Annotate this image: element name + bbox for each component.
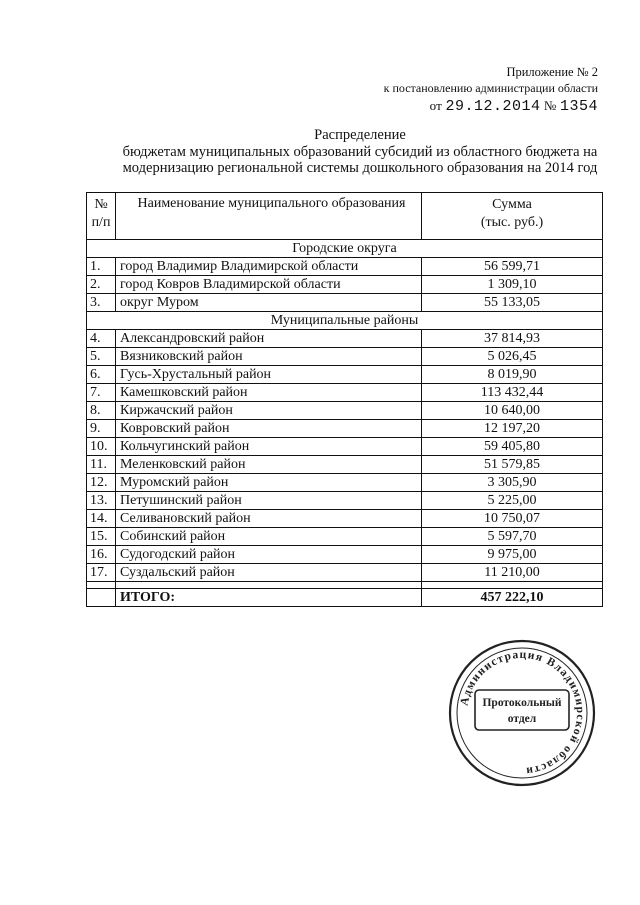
row-municipality: Муромский район bbox=[116, 474, 422, 492]
number-prefix: № bbox=[543, 98, 557, 113]
row-sum: 5 026,45 bbox=[422, 348, 603, 366]
heading-line-1: Распределение bbox=[314, 127, 406, 143]
annex-subtitle: к постановлению администрации области bbox=[383, 81, 598, 95]
row-number: 6. bbox=[87, 366, 116, 384]
spacer-cell bbox=[422, 582, 603, 589]
row-sum: 1 309,10 bbox=[422, 276, 603, 294]
row-sum: 5 597,70 bbox=[422, 528, 603, 546]
row-sum: 11 210,00 bbox=[422, 564, 603, 582]
table-row bbox=[87, 402, 603, 420]
row-municipality: Александровский район bbox=[116, 330, 422, 348]
table-body bbox=[87, 240, 603, 607]
table-row bbox=[87, 330, 603, 348]
annex-date-line bbox=[384, 98, 598, 115]
row-number: 7. bbox=[87, 384, 116, 402]
table-row bbox=[87, 294, 603, 312]
row-sum: 59 405,80 bbox=[422, 438, 603, 456]
protocol-department-seal bbox=[447, 638, 597, 788]
row-number: 16. bbox=[87, 546, 116, 564]
row-municipality: Киржачский район bbox=[116, 402, 422, 420]
row-municipality: Вязниковский район bbox=[116, 348, 422, 366]
header-number-line-1: № bbox=[94, 197, 108, 212]
total-sum: 457 222,10 bbox=[422, 589, 603, 607]
table-row bbox=[87, 420, 603, 438]
total-label: ИТОГО: bbox=[116, 589, 422, 607]
decree-date: 29.12.2014 bbox=[445, 98, 541, 115]
spacer-cell bbox=[116, 582, 422, 589]
date-prefix: от bbox=[429, 98, 442, 113]
row-number: 3. bbox=[87, 294, 116, 312]
row-number: 4. bbox=[87, 330, 116, 348]
table-row bbox=[87, 546, 603, 564]
row-municipality: Гусь-Хрустальный район bbox=[116, 366, 422, 384]
table-row bbox=[87, 276, 603, 294]
document-heading bbox=[100, 127, 620, 177]
seal-center-line-2: отдел bbox=[507, 713, 537, 725]
row-municipality: город Ковров Владимирской области bbox=[116, 276, 422, 294]
header-sum-line-2: (тыс. руб.) bbox=[480, 215, 544, 230]
row-municipality: Меленковский район bbox=[116, 456, 422, 474]
header-number bbox=[87, 193, 116, 240]
distribution-table bbox=[86, 192, 603, 607]
row-sum: 5 225,00 bbox=[422, 492, 603, 510]
table-row bbox=[87, 456, 603, 474]
header-sum bbox=[422, 193, 603, 240]
spacer-row bbox=[87, 582, 603, 589]
table-row bbox=[87, 510, 603, 528]
row-number: 1. bbox=[87, 258, 116, 276]
row-number: 10. bbox=[87, 438, 116, 456]
row-sum: 12 197,20 bbox=[422, 420, 603, 438]
total-empty-cell bbox=[87, 589, 116, 607]
row-number: 5. bbox=[87, 348, 116, 366]
table-row bbox=[87, 474, 603, 492]
row-number: 8. bbox=[87, 402, 116, 420]
row-municipality: Судогодский район bbox=[116, 546, 422, 564]
table-row bbox=[87, 348, 603, 366]
row-municipality: Собинский район bbox=[116, 528, 422, 546]
table-row bbox=[87, 564, 603, 582]
heading-line-3: модернизацию региональной системы дошкольного образования на 2014 год bbox=[122, 160, 598, 176]
row-municipality: округ Муром bbox=[116, 294, 422, 312]
seal-center-line-1: Протокольный bbox=[482, 697, 562, 709]
row-sum: 10 640,00 bbox=[422, 402, 603, 420]
spacer-cell bbox=[87, 582, 116, 589]
heading-line-2: бюджетам муниципальных образований субсидий из областного бюджета на bbox=[122, 143, 598, 160]
table-row bbox=[87, 438, 603, 456]
row-number: 9. bbox=[87, 420, 116, 438]
row-sum: 55 133,05 bbox=[422, 294, 603, 312]
annex-header bbox=[384, 64, 598, 115]
row-municipality: Петушинский район bbox=[116, 492, 422, 510]
table-header-row bbox=[87, 193, 603, 240]
row-number: 15. bbox=[87, 528, 116, 546]
header-number-line-2: п/п bbox=[91, 215, 111, 230]
table-row bbox=[87, 366, 603, 384]
header-sum-line-1: Сумма bbox=[492, 197, 532, 212]
section-title: Муниципальные районы bbox=[87, 312, 603, 330]
section-row bbox=[87, 240, 603, 258]
row-sum: 113 432,44 bbox=[422, 384, 603, 402]
row-number: 12. bbox=[87, 474, 116, 492]
header-name: Наименование муниципального образования bbox=[116, 193, 422, 240]
row-municipality: Кольчугинский район bbox=[116, 438, 422, 456]
row-municipality: Ковровский район bbox=[116, 420, 422, 438]
table-row bbox=[87, 258, 603, 276]
section-row bbox=[87, 312, 603, 330]
row-municipality: Камешковский район bbox=[116, 384, 422, 402]
row-number: 13. bbox=[87, 492, 116, 510]
row-number: 2. bbox=[87, 276, 116, 294]
row-municipality: город Владимир Владимирской области bbox=[116, 258, 422, 276]
row-sum: 10 750,07 bbox=[422, 510, 603, 528]
row-sum: 37 814,93 bbox=[422, 330, 603, 348]
table-row bbox=[87, 492, 603, 510]
row-number: 14. bbox=[87, 510, 116, 528]
decree-number: 1354 bbox=[559, 98, 598, 115]
table-row bbox=[87, 528, 603, 546]
annex-title: Приложение № 2 bbox=[506, 65, 598, 79]
total-row bbox=[87, 589, 603, 607]
row-sum: 9 975,00 bbox=[422, 546, 603, 564]
row-municipality: Суздальский район bbox=[116, 564, 422, 582]
row-municipality: Селивановский район bbox=[116, 510, 422, 528]
table-row bbox=[87, 384, 603, 402]
row-sum: 56 599,71 bbox=[422, 258, 603, 276]
seal-ring-text: Администрация Владимирской области bbox=[458, 648, 587, 778]
row-sum: 51 579,85 bbox=[422, 456, 603, 474]
row-sum: 3 305,90 bbox=[422, 474, 603, 492]
section-title: Городские округа bbox=[87, 240, 603, 258]
row-sum: 8 019,90 bbox=[422, 366, 603, 384]
row-number: 11. bbox=[87, 456, 116, 474]
row-number: 17. bbox=[87, 564, 116, 582]
